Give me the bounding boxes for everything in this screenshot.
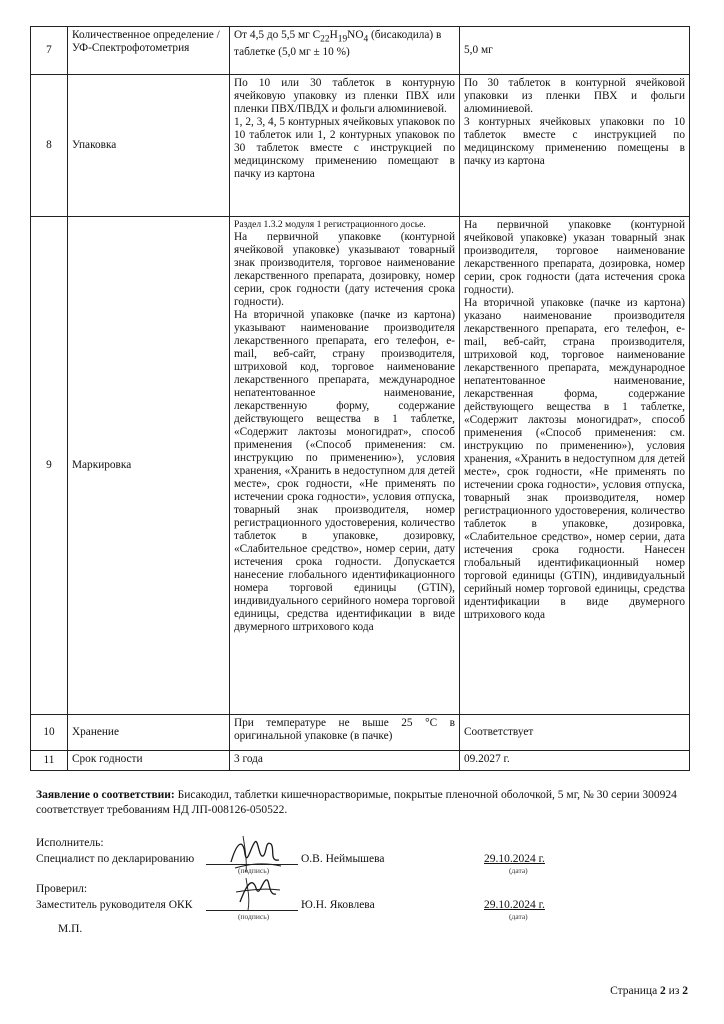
row-requirement: От 4,5 до 5,5 мг $C_{22}H_{19}NO_4$ (бисакодила) в таблетке (5,0 мг ± 10 %) bbox=[230, 27, 460, 75]
page-number bbox=[610, 985, 688, 997]
checker-date-caption: (дата) bbox=[509, 912, 528, 921]
page-number-total: 2 bbox=[682, 985, 688, 997]
table-row-8 bbox=[31, 75, 690, 217]
statement-text: Бисакодил, таблетки кишечнорастворимые, покрытые пленочной оболочкой, 5 мг, № 30 серии 300924 соответствует требованиям НД ЛП-008126-050522. bbox=[36, 789, 677, 816]
executor-sign-caption: (подпись) bbox=[238, 866, 270, 875]
stamp-place-label: М.П. bbox=[58, 923, 83, 935]
table-row-11 bbox=[31, 751, 690, 771]
row-number: 7 bbox=[31, 27, 68, 75]
conformity-statement bbox=[36, 788, 686, 818]
row-requirement: 3 года bbox=[230, 751, 460, 771]
specification-table bbox=[30, 26, 690, 771]
checker-label: Проверил: bbox=[36, 883, 88, 895]
requirement-text: На первичной упаковке (контурной ячейковой упаковке) указывают товарный знак производителя, торговое наименование лекарственного препарата, дозировку, номер серии, срок годности (дату истечения срока годности). На вторичной упаковке (пачке из картона) указывают наименование производителя лекарственного препарата, его телефон, e-mail, веб-сайт, страну производителя, штриховой код, торговое наименование лекарственного препарата, международное непатентованное наименование, лекарственную форму, содержание действующего вещества в 1 таблетке, «Содержит лактозы моногидрат», способ применения («Способ применения: см. инструкцию по применению»), условия хранения, «Хранить в недоступном для детей месте», срок годности, «Не применять по истечении срока годности», условия отпуска, товарный знак производителя, номер регистрационного удостоверения, количество таблеток в упаковке, дозировку, «Слабительное средство», номер серии, дату истечения срока годности. Допускается нанесение глобального идентификационного номера торговой единицы (GTIN), индивидуального серийного номера торговой единицы, средства идентификации в виде двумерного штрихового кода bbox=[234, 231, 455, 633]
executor-date-caption: (дата) bbox=[509, 866, 528, 875]
executor-date: 29.10.2024 г. bbox=[484, 853, 545, 865]
checker-title: Заместитель руководителя ОКК bbox=[36, 899, 193, 911]
row-parameter-name: Маркировка bbox=[68, 217, 230, 715]
table-row-9 bbox=[31, 217, 690, 715]
row-number: 9 bbox=[31, 217, 68, 715]
page-number-separator: из bbox=[665, 985, 683, 997]
executor-name: О.В. Неймышева bbox=[301, 853, 385, 865]
requirement-note: Раздел 1.3.2 модуля 1 регистрационного досье. bbox=[234, 219, 426, 230]
table-row-7 bbox=[31, 27, 690, 75]
checker-signature-image bbox=[232, 872, 284, 912]
checker-sign-caption: (подпись) bbox=[238, 912, 270, 921]
row-requirement bbox=[230, 217, 460, 715]
table-row-10 bbox=[31, 715, 690, 751]
row-number: 10 bbox=[31, 715, 68, 751]
row-result: Соответствует bbox=[460, 715, 690, 751]
row-requirement: По 10 или 30 таблеток в контурную ячейковую упаковку из пленки ПВХ или пленки ПВХ/ПВДХ и фольги алюминиевой. 1, 2, 3, 4, 5 контурных ячейковых упаковок по 10 таблеток или 1, 2 контурных упаковок по 30 таблеток вместе с инструкцией по медицинскому применению помещают в пачку из картона bbox=[230, 75, 460, 217]
row-result: 09.2027 г. bbox=[460, 751, 690, 771]
row-number: 11 bbox=[31, 751, 68, 771]
row-parameter-name: Срок годности bbox=[68, 751, 230, 771]
row-number: 8 bbox=[31, 75, 68, 217]
row-parameter-name: Упаковка bbox=[68, 75, 230, 217]
row-parameter-name: Количественное определение / УФ-Спектрофотометрия bbox=[68, 27, 230, 75]
checker-date: 29.10.2024 г. bbox=[484, 899, 545, 911]
row-result: На первичной упаковке (контурной ячейковой упаковке) указан товарный знак производителя, торговое наименование лекарственного препарата, дозировка, номер серии, срок годности (дата истечения срока годности). На вторичной упаковке (пачке из картона) указано наименование производителя лекарственного препарата, его телефон, e-mail, веб-сайт, страна производителя, штриховой код, торговое наименование лекарственного препарата, международное непатентованное наименование, лекарственная форма, содержание действующего вещества в 1 таблетке, «Содержит лактозы моногидрат», способ применения («Способ применения: см. инструкцию по применению»), условия хранения, «Хранить в недоступном для детей месте», срок годности, «Не применять по истечении срока годности», условия отпуска, товарный знак производителя, номер регистрационного удостоверения, количество таблеток в упаковке, дозировка, «Слабительное средство», номер серии, дата истечения срока годности. Нанесен глобальный идентификационный номер торговой единицы (GTIN), индивидуальный серийный номер торговой единицы, средства идентификации в виде двумерного штрихового кода bbox=[460, 217, 690, 715]
row-result: 5,0 мг bbox=[460, 27, 690, 75]
executor-label: Исполнитель: bbox=[36, 837, 104, 849]
row-parameter-name: Хранение bbox=[68, 715, 230, 751]
row-requirement: При температуре не выше 25 °С в оригинальной упаковке (в пачке) bbox=[230, 715, 460, 751]
statement-label: Заявление о соответствии: bbox=[36, 789, 175, 801]
checker-name: Ю.Н. Яковлева bbox=[301, 899, 375, 911]
page-number-prefix: Страница bbox=[610, 985, 661, 997]
page-number-current: 2 bbox=[660, 985, 666, 997]
executor-title: Специалист по декларированию bbox=[36, 853, 195, 865]
row-result: По 30 таблеток в контурной ячейковой упаковки из пленки ПВХ и фольги алюминиевой. 3 контурных ячейковых упаковки по 10 таблеток вместе с инструкцией по медицинскому применению помещены в пачку из картона bbox=[460, 75, 690, 217]
